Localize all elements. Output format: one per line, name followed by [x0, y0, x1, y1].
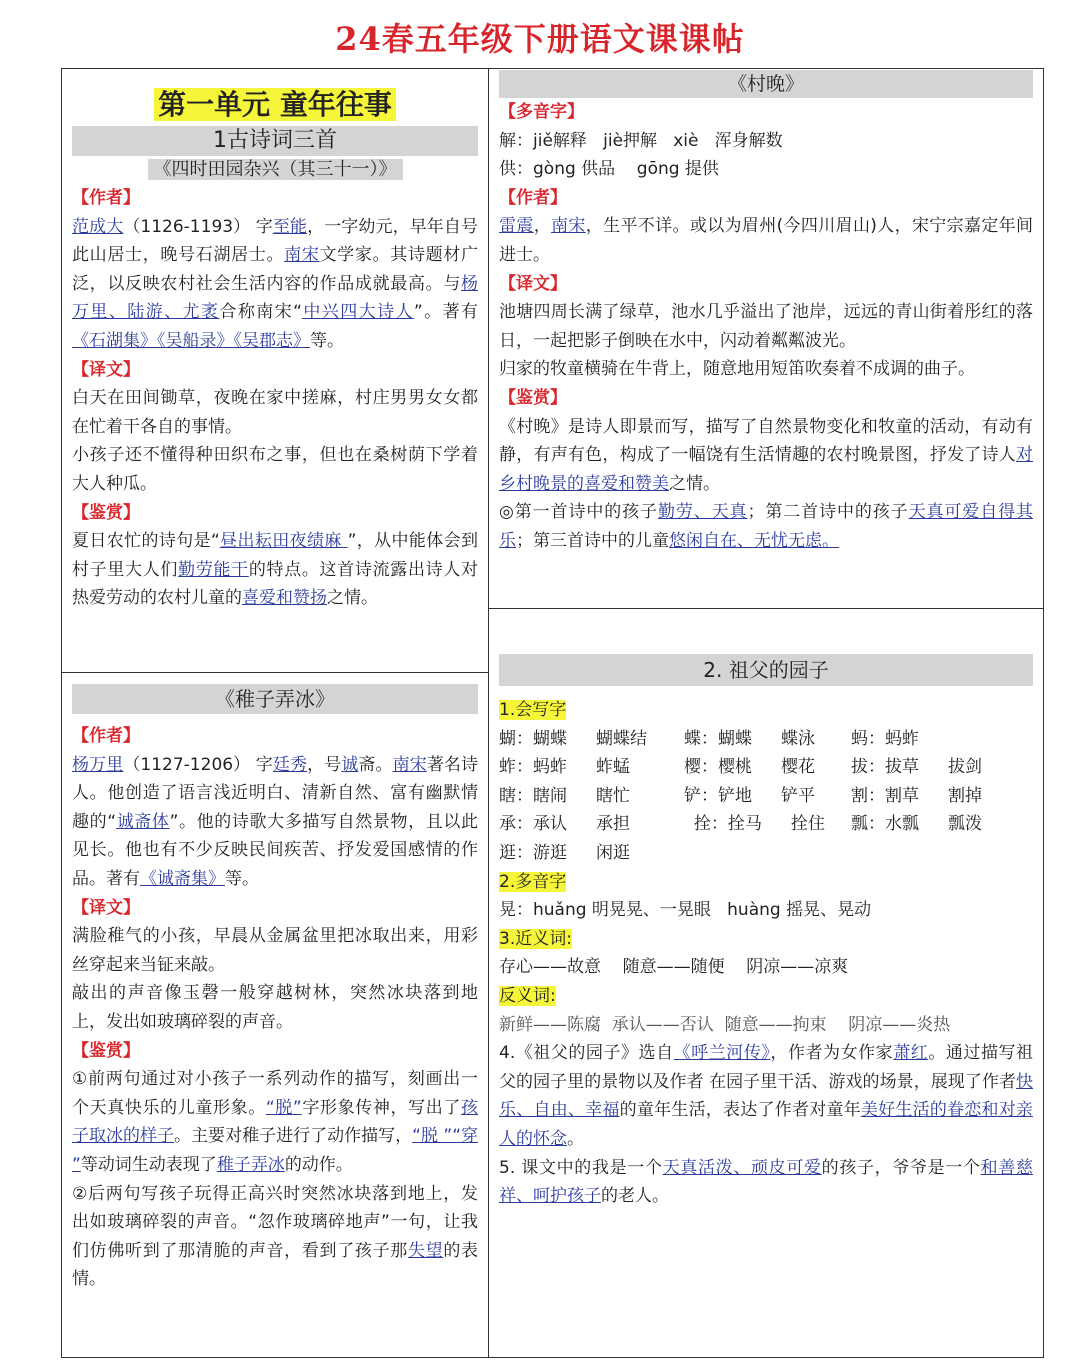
- section-polyphone: 2.多音字: [499, 871, 567, 892]
- author-paragraph: 范成大（1126-1193） 字至能，一字幼元，早年自号此山居士，晚号石湖居士。南宋文学家。其诗题材广泛，以反映农村社会生活内容的作品成就最高。与杨万里、陆游、尤袤合称南宋“中兴四大诗人”。著有《石湖集》《吴船录》《吴郡志》等。: [72, 216, 479, 351]
- translation-tag: 【译文】: [499, 273, 567, 294]
- item-5-paragraph: 5. 课文中的我是一个天真活泼、顽皮可爱的孩子，爷爷是一个和善慈祥、呵护孩子的老人。: [499, 1157, 1034, 1207]
- chars-table: [499, 725, 1033, 868]
- left-section-divider: [61, 672, 489, 673]
- author-paragraph: 雷震，南宋，生平不详。或以为眉州(今四川眉山)人，宋宁宗嘉定年间进士。: [499, 216, 1034, 265]
- appreciation-paragraph-2: ②后两句写孩子玩得正高兴时突然冰块落到地上，发出如玻璃碎裂的声音。“忽作玻璃碎地声”一句，让我们仿佛听到了那清脆的声音，看到了孩子那失望的表情。: [72, 1183, 479, 1290]
- synonyms-line: 存心——故意 随意——随便 阴凉——凉爽: [499, 957, 849, 978]
- section-zhizi-nongbing: [72, 684, 478, 1294]
- chars-row: 蚱：蚂蚱 蚱蜢 樱：樱桃 樱花 拔：拔草 拔剑: [499, 757, 982, 778]
- translation-line-2: 归家的牧童横骑在牛背上，随意地用短笛吹奏着不成调的曲子。: [499, 359, 975, 380]
- section-sishi-tianyuan: [72, 78, 478, 613]
- chars-row: 瞎：瞎闹 瞎忙 铲：铲地 铲平 割：割草 割掉: [499, 785, 982, 806]
- section-cun-wan: [499, 70, 1033, 556]
- column-divider: [488, 68, 489, 1358]
- section-zufu-yuanzi: [499, 654, 1033, 1211]
- translation-line-1: 满脸稚气的小孩，早晨从金属盆里把冰取出来，用彩丝穿起来当钲来敲。: [72, 926, 478, 975]
- polyphone-line: 晃：huǎng 明晃晃、一晃眼 huàng 摇晃、晃动: [499, 900, 872, 921]
- appreciation-tag: 【鉴赏】: [72, 1040, 140, 1061]
- item-4-paragraph: 4.《祖父的园子》选自《呼兰河传》，作者为女作家萧红。通过描写祖父的园子里的景物以及作者 在园子里干活、游戏的场景，展现了作者快乐、自由、幸福的童年生活，表达了作者对童年美好生活的眷恋和对亲人的怀念。: [499, 1043, 1034, 1149]
- translation-line-1: 池塘四周长满了绿草，池水几乎溢出了池岸，远远的青山街着彤红的落日，一起把影子倒映在水中，闪动着粼粼波光。: [499, 302, 1033, 351]
- author-tag: 【作者】: [72, 188, 140, 208]
- chars-row: 承：承认 承担 拴：拴马 拴住 瓢：水瓢 瓢泼: [499, 814, 982, 835]
- lesson-title: 1古诗词三首: [72, 126, 478, 156]
- unit-title: 第一单元 童年往事: [72, 86, 478, 124]
- author-tag: 【作者】: [72, 726, 140, 746]
- appreciation-paragraph: 夏日农忙的诗句是“昼出耘田夜绩麻 ”，从中能体会到村子里大人们勤劳能干的特点。这首诗流露出诗人对热爱劳动的农村儿童的喜爱和赞扬之情。: [72, 531, 479, 609]
- appreciation-tag: 【鉴赏】: [72, 502, 140, 523]
- chars-row: 蝴：蝴蝶 蝴蝶结 蝶：蝴蝶 蝶泳 蚂：蚂蚱: [499, 728, 919, 749]
- chars-row: 逛：游逛 闲逛: [499, 842, 630, 863]
- author-paragraph: 杨万里（1127-1206） 字廷秀，号诚斋。南宋著名诗人。他创造了语言浅近明白、清新自然、富有幽默情趣的“诚斋体”。他的诗歌大多描写自然景物，且以此见长。他也有不少反映民间疾苦、抒发爱国感情的作品。著有《诚斋集》等。: [72, 754, 479, 889]
- poem-title: 《四时田园杂兴（其三十一）》: [72, 156, 478, 184]
- right-section-divider: [489, 608, 1044, 609]
- appreciation-tag: 【鉴赏】: [499, 387, 567, 408]
- section-antonyms: 反义词:: [499, 985, 556, 1006]
- polyphone-line-2: 供：gòng 供品 gōng 提供: [499, 159, 719, 180]
- lesson-title: 2. 祖父的园子: [499, 654, 1033, 686]
- polyphone-tag: 【多音字】: [499, 102, 584, 122]
- appreciation-paragraph-1: ①前两句通过对小孩子一系列动作的描写，刻画出一个天真快乐的儿童形象。“脱”字形象传神，写出了孩子取冰的样子。主要对稚子进行了动作描写，“脱 ”“穿 ”等动词生动表现了稚子弄冰的动作。: [72, 1069, 479, 1175]
- translation-tag: 【译文】: [72, 897, 140, 918]
- appreciation-paragraph: 《村晚》是诗人即景而写，描写了自然景物变化和牧童的活动，有动有静，有声有色，构成了一幅饶有生活情趣的农村晚景图，抒发了诗人对乡村晚景的喜爱和赞美之情。: [499, 416, 1033, 494]
- polyphone-line-1: 解：jiě解释 jiè押解 xiè 浑身解数: [499, 130, 783, 151]
- antonyms-line: 新鲜——陈腐 承认——否认 随意——拘束 阴凉——炎热: [499, 1014, 951, 1035]
- page-title: 24春五年级下册语文课课帖: [335, 20, 745, 58]
- author-tag: 【作者】: [499, 187, 567, 208]
- translation-tag: 【译文】: [72, 359, 140, 380]
- translation-line-2: 小孩子还不懂得种田织布之事，但也在桑树荫下学着大人种瓜。: [72, 445, 478, 494]
- section-writing-chars: 1.会写字: [499, 700, 567, 720]
- section-synonyms: 3.近义词:: [499, 928, 572, 949]
- translation-line-2: 敲出的声音像玉磬一般穿越树林，突然冰块落到地上，发出如玻璃碎裂的声音。: [72, 983, 478, 1032]
- poem-title: 《稚子弄冰》: [72, 684, 478, 714]
- poem-title: 《村晚》: [499, 70, 1033, 98]
- translation-line-1: 白天在田间锄草，夜晚在家中搓麻，村庄男男女女都在忙着干各自的事情。: [72, 388, 478, 437]
- summary-paragraph: ◎第一首诗中的孩子勤劳、天真；第二首诗中的孩子天真可爱自得其乐；第三首诗中的儿童悠闲自在、无忧无虑。: [499, 502, 1034, 551]
